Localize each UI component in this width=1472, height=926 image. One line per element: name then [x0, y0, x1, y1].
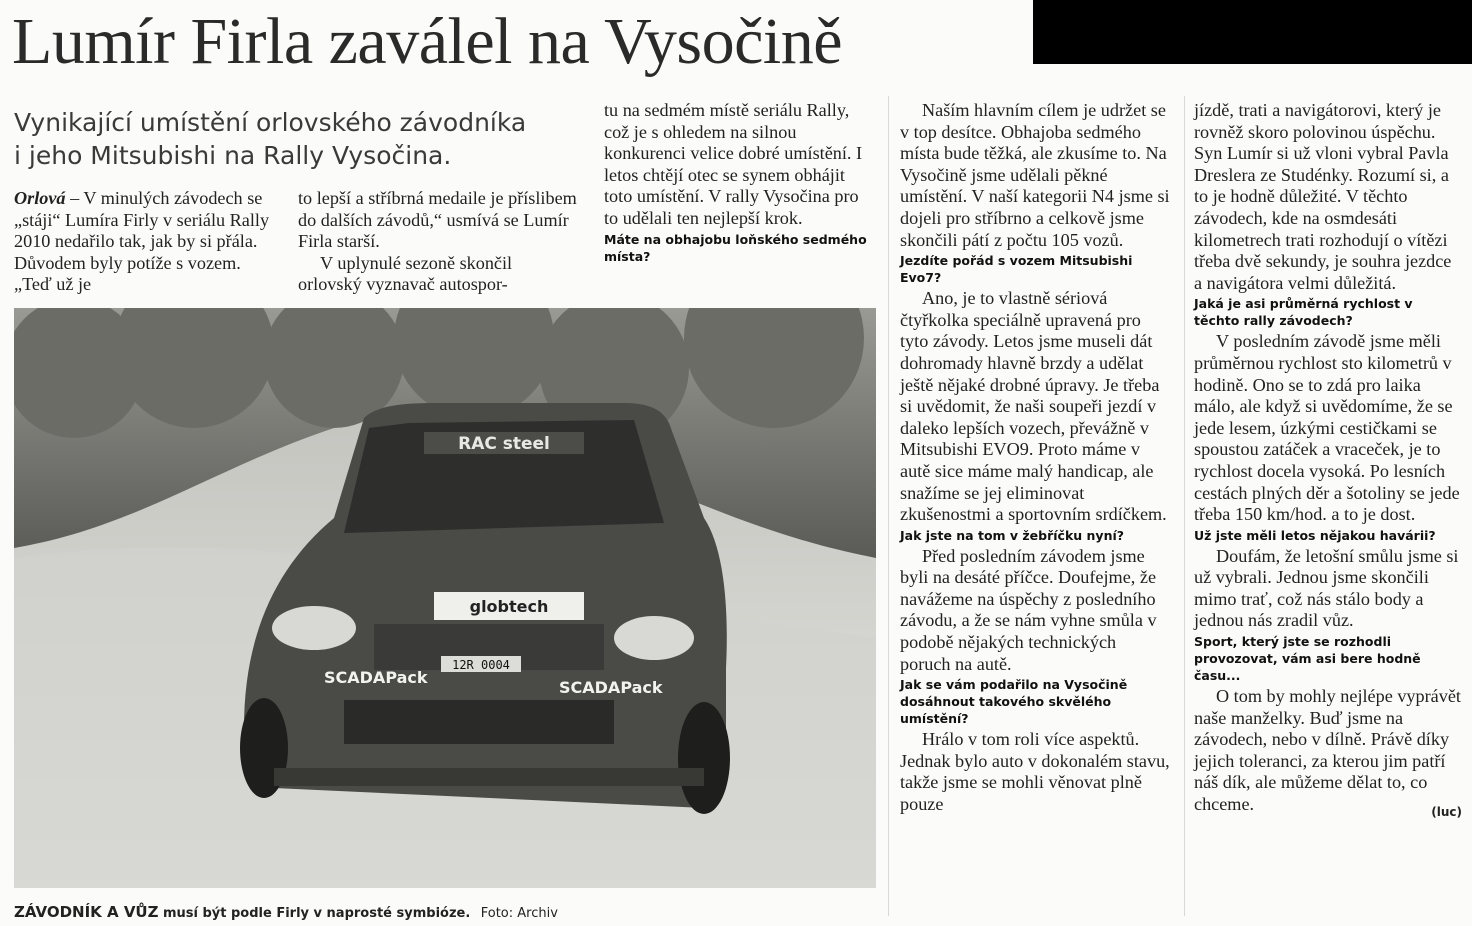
question-7: Sport, který jste se rozhodli provozovat, vám asi bere hodně času... — [1194, 634, 1421, 684]
sponsor-scadapack-right: SCADAPack — [559, 678, 663, 697]
caption-lead: ZÁVODNÍK A VŮZ — [14, 903, 159, 921]
redaction-bar — [1033, 0, 1472, 64]
lead-text-col2-p2: V uplynulé sezoně skončil orlovský vyznavač autospor- — [298, 252, 513, 295]
author-signature: (luc) — [1431, 804, 1462, 819]
subheadline-line-2: i jeho Mitsubishi na Rally Vysočina. — [14, 141, 452, 170]
subheadline-line-1: Vynikající umístění orlovského závodníka — [14, 108, 527, 137]
photo-credit: Foto: Archiv — [480, 906, 558, 921]
subheadline — [14, 106, 584, 172]
headline: Lumír Firla zaválel na Vysočině — [12, 5, 843, 78]
answer-4-continuation: jízdě, trati a navigátorovi, který je rovněž skoro polovinou úspěchu. Syn Lumír si už vloni vybral Pavla Dreslera ze Studénky. Rozumí si, a to je hodně důležité. V těchto závodech, kde na osmdesáti kilometrech trati rozhodují o vítězi třeba dvě sekundy, je souhra jezdce a navigátora velmi důležitá. — [1194, 100, 1452, 293]
sponsor-globtech-text: globtech — [469, 597, 549, 616]
headlight-right — [614, 616, 694, 660]
photo-caption — [14, 902, 884, 924]
question-6: Už jste měli letos nějakou havárii? — [1194, 527, 1436, 543]
windshield-banner-text: RAC steel — [458, 434, 550, 454]
question-3: Jak jste na tom v žebříčku nyní? — [900, 527, 1125, 543]
answer-4: Hrálo v tom roli více aspektů. Jednak bylo auto v dokonalém stavu, takže jsme se mohli věnovat plně pouze — [900, 729, 1170, 815]
intro-continuation: tu na sedmém místě seriálu Rally, což je s ohledem na silnou konkurenci velice dobré umístění. I letos chtějí otec se synem obhájit toto umístění. V rally Vysočina pro to udělali ten nejlepší krok. — [604, 100, 863, 228]
column-1 — [14, 188, 282, 296]
rally-car-illustration — [14, 308, 876, 888]
lead-text-col2-p1: to lepší a stříbrná medaile je příslibem do dalších závodů,“ usmívá se Lumír Firla starší. — [298, 188, 577, 252]
front-bumper — [274, 768, 704, 786]
column-3 — [604, 100, 870, 267]
answer-6: Doufám, že letošní smůlu jsme si už vybrali. Jednou jsme skončili mimo trať, což nás stálo body a jednou nás zradil vůz. — [1194, 545, 1459, 631]
wheel-right — [678, 702, 730, 814]
column-2 — [298, 188, 580, 296]
answer-1: Naším hlavním cílem je udržet se v top desítce. Obhajoba sedmého místa bude těžká, ale zkusíme to. Na Vysočině jsme udělali pěkné umístění. V naší kategorii N4 jsme si dojeli pro stříbrno a celkově jsme skončili pátí z počtu 105 vozů. — [900, 100, 1170, 250]
question-1: Máte na obhajobu loňského sedmého místa? — [604, 231, 867, 264]
question-5: Jaká je asi průměrná rychlost v těchto rally závodech? — [1194, 296, 1413, 329]
column-divider — [1184, 96, 1185, 916]
question-4: Jak se vám podařilo na Vysočině dosáhnout takového skvělého umístění? — [900, 677, 1128, 727]
answer-5: V posledním závodě jsme měli průměrnou rychlost sto kilometrů v hodině. Ono se to zdá pro laika málo, ale když si uvědomíme, že se jede lesem, úzkými cestičkami se spoustou zatáček a vraceček, je to rychlost docela vysoká. Po lesních cestách plných děr a šotoliny se jede třeba 150 km/hod. a to je dost. — [1194, 331, 1460, 525]
column-4 — [900, 100, 1170, 816]
answer-3: Před posledním závodem jsme byli na desáté příčce. Doufejme, že navážeme na úspěchy z posledního závodu, a že se nám vyhne smůla v podobě nějakých technických poruch na autě. — [900, 545, 1157, 674]
sponsor-scadapack-left: SCADAPack — [324, 668, 428, 687]
answer-2: Ano, je to vlastně sériová čtyřkolka speciálně upravená pro tyto závody. Letos jsme museli dát dohromady hlavně brzdy a udělat ještě nějaké drobné úpravy. Je třeba si uvědomit, že naši soupeři jezdí v daleko lepších vozech, převážně v Mitsubishi EVO9. Proto máme v autě sice máme malý handicap, ale snažíme se jej eliminovat zkušenostmi a sportovním srdíčkem. — [900, 288, 1167, 525]
column-5 — [1194, 100, 1462, 823]
intercooler — [344, 700, 614, 744]
question-2: Jezdíte pořád s vozem Mitsubishi Evo7? — [900, 253, 1133, 286]
dateline-place: Orlová — [14, 188, 66, 208]
license-plate-text: 12R 0004 — [452, 658, 510, 672]
answer-7: O tom by mohly nejlépe vyprávět naše manželky. Buď jsme na závodech, nebo v dílně. Právě díky jejich toleranci, za kterou jim patří náš dík, ale můžeme dělat to, co chceme. — [1194, 686, 1461, 815]
rally-car-photo — [14, 308, 876, 888]
caption-text: musí být podle Firly v naprosté symbióze. — [162, 906, 471, 921]
headlight-left — [272, 606, 356, 650]
lead-text-col1: – V minulých závodech se „stáji“ Lumíra Firly v seriálu Rally 2010 nedařilo tak, jak by si přála. Důvodem byly potíže s vozem. „Teď už je — [14, 188, 270, 295]
column-divider — [888, 96, 889, 916]
